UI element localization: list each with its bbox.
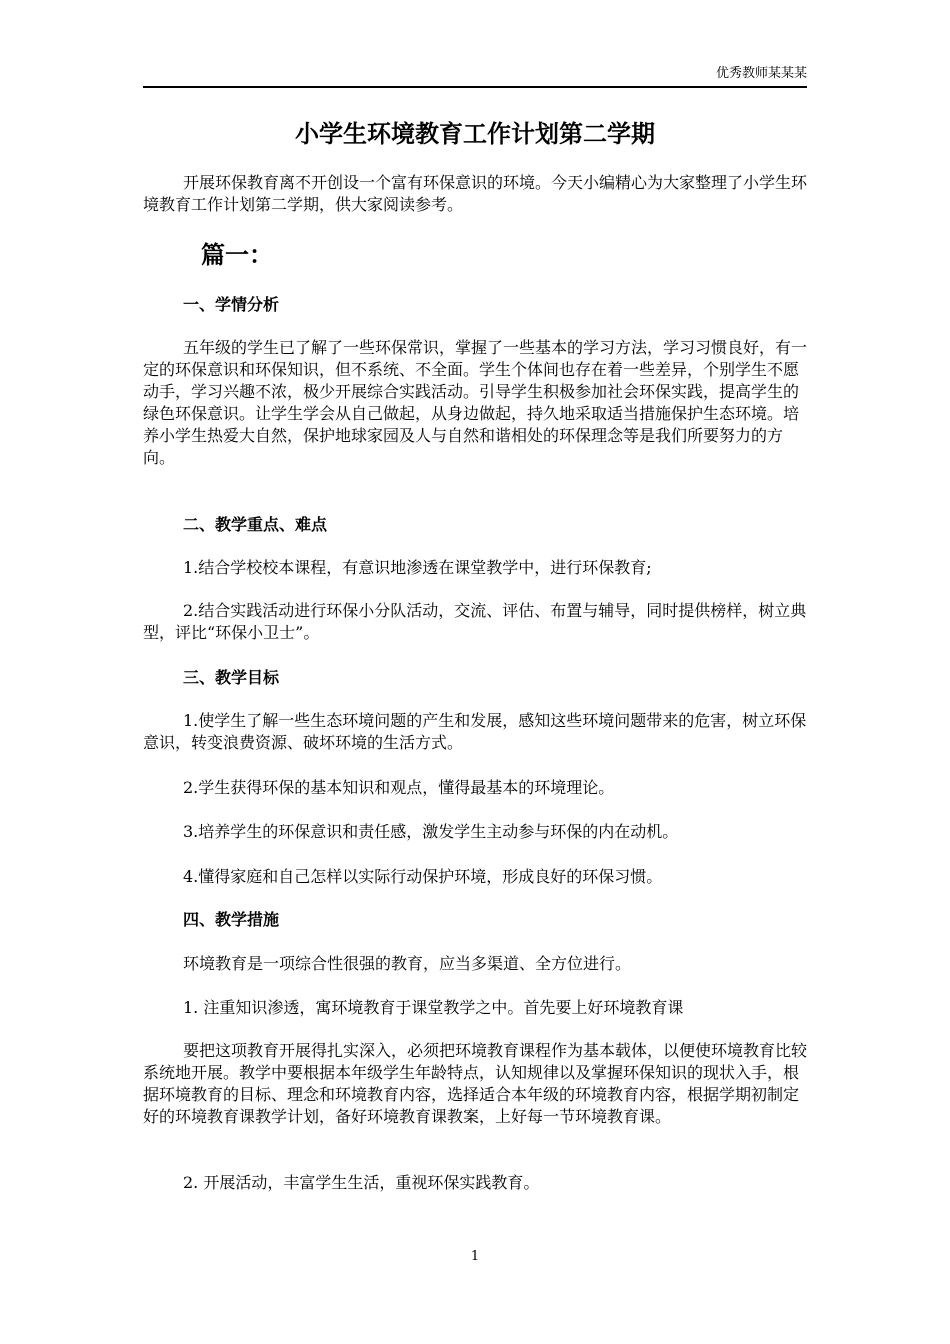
part-title: 篇一： — [201, 240, 273, 269]
section-4-paragraph-2: 1. 注重知识渗透，寓环境教育于课堂教学之中。首先要上好环境教育课 — [183, 998, 684, 1017]
section-3-paragraph-1: 1.使学生了解一些生态环境问题的产生和发展，感知这些环境问题带来的危害，树立环保意识，转变浪费资源、破坏环境的生活方式。 — [143, 711, 807, 752]
section-heading-2: 二、教学重点、难点 — [183, 515, 328, 534]
section-4-paragraph-4: 2. 开展活动，丰富学生生活，重视环保实践教育。 — [183, 1173, 540, 1192]
document-title: 小学生环境教育工作计划第二学期 — [295, 119, 655, 148]
section-3-paragraph-2: 2.学生获得环保的基本知识和观点，懂得最基本的环境理论。 — [183, 778, 615, 797]
section-3-paragraph-3: 3.培养学生的环保意识和责任感，激发学生主动参与环保的内在动机。 — [183, 822, 679, 841]
section-4-paragraph-3: 要把这项教育开展得扎实深入，必须把环境教育课程作为基本载体，以便使环境教育比较系统地开展。教学中要根据本年级学生年龄特点，认知规律以及掌握环保知识的现状入手，根据环境教育的目标、理念和环境教育内容，选择适合本年级的环境教育内容，根据学期初制定好的环境教育课教学计划，备好环境教育课教案，上好每一节环境教育课。 — [143, 1041, 808, 1126]
intro-paragraph: 开展环保教育离不开创设一个富有环保意识的环境。今天小编精心为大家整理了小学生环境教育工作计划第二学期，供大家阅读参考。 — [143, 173, 808, 214]
section-1-paragraph-1: 五年级的学生已了解了一些环保常识，掌握了一些基本的学习方法，学习习惯良好，有一定的环保意识和环保知识，但不系统、不全面。学生个体间也存在着一些差异，个别学生不愿动手，学习兴趣不浓，极少开展综合实践活动。引导学生积极参加社会环保实践，提高学生的绿色环保意识。让学生学会从自己做起，从身边做起，持久地采取适当措施保护生态环境。培养小学生热爱大自然，保护地球家园及人与自然和谐相处的环保理念等是我们所要努力的方向。 — [143, 338, 808, 467]
section-heading-3: 三、教学目标 — [183, 668, 280, 687]
page-number: 1 — [470, 1249, 480, 1264]
header-author-text: 优秀教师某某某 — [715, 66, 807, 81]
section-heading-4: 四、教学措施 — [183, 910, 280, 929]
section-4-paragraph-1: 环境教育是一项综合性很强的教育，应当多渠道、全方位进行。 — [183, 954, 632, 973]
section-2-paragraph-2: 2.结合实践活动进行环保小分队活动，交流、评估、布置与辅导，同时提供榜样，树立典型，评比“环保小卫士”。 — [143, 601, 807, 642]
section-2-paragraph-1: 1.结合学校校本课程，有意识地渗透在课堂教学中，进行环保教育; — [183, 558, 652, 577]
section-heading-1: 一、学情分析 — [183, 295, 280, 314]
page-header — [143, 66, 807, 88]
section-3-paragraph-4: 4.懂得家庭和自己怎样以实际行动保护环境，形成良好的环保习惯。 — [183, 867, 663, 886]
